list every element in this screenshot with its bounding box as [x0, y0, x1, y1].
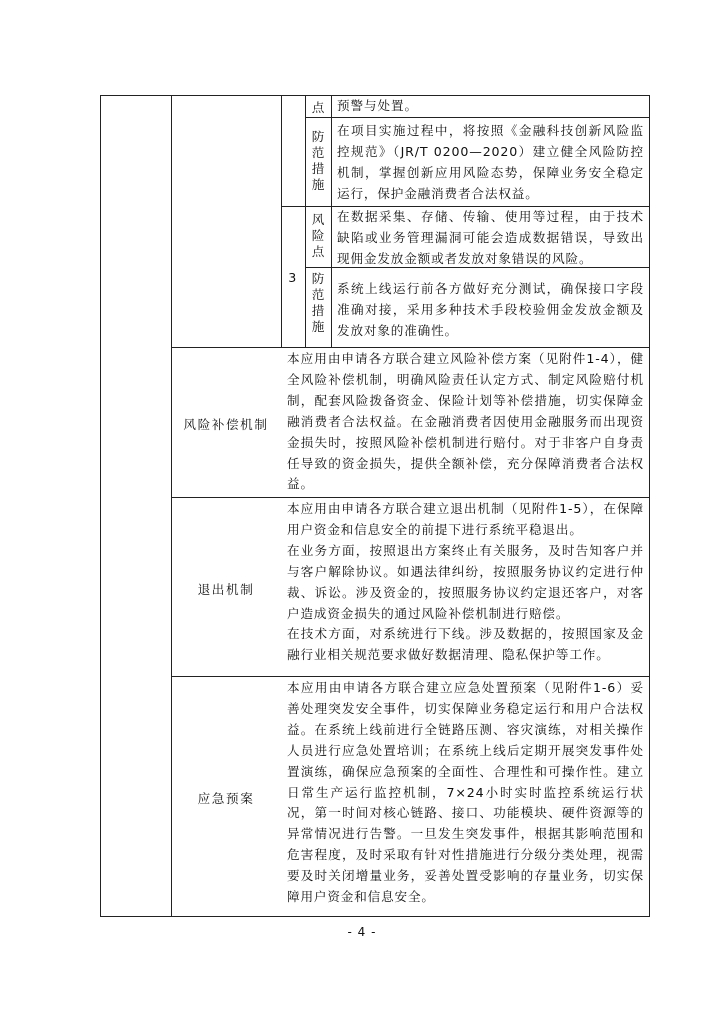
section-text-risk-compensation: 本应用由申请各方联合建立风险补偿方案（见附件1-4），健全风险补偿机制，明确风险责任认定方式、制定风险赔付机制，配套风险拨备资金、保险计划等补偿措施，切实保障金融消费者合法权益。在金融消费者因使用金融服务而出现资金损失时，按照风险补偿机制进行赔付。对于非客户自身责任导致的资金损失，提供全额补偿，充分保障消费者合法权益。	[287, 351, 644, 492]
section-label-emergency-plan: 应急预案	[197, 791, 255, 806]
row-divider-1	[305, 117, 650, 118]
section-divider-3	[171, 676, 650, 677]
measure-label: 防 范 措 施	[311, 129, 325, 192]
measure-text: 在项目实施过程中，将按照《金融科技创新风险监控规范》（JR/T 0200—2020）建立健全风险防控机制，掌握创新应用风险态势，保障业务安全稳定运行，保护金融消费者合法权益。	[337, 123, 644, 201]
risk-item-number: 3	[288, 270, 298, 285]
measure-text: 系统上线运行前各方做好充分测试，确保接口字段准确对接，采用多种技术手段校验佣金发放金额及发放对象的准确性。	[337, 281, 644, 338]
risk-point-label: 风 险 点	[311, 212, 325, 259]
table-border-right	[649, 95, 650, 917]
section-divider-1	[171, 347, 650, 348]
table-border-left	[100, 95, 101, 917]
measure-label: 防 范 措 施	[311, 271, 325, 334]
section-divider-2	[171, 497, 650, 498]
risk-point-text: 在数据采集、存储、传输、使用等过程，由于技术缺陷或业务管理漏洞可能会造成数据错误，导致出现佣金发放金额或者发放对象错误的风险。	[337, 209, 644, 266]
section-label-risk-compensation: 风险补偿机制	[183, 417, 269, 432]
section-text-emergency-plan: 本应用由申请各方联合建立应急处置预案（见附件1-6）妥善处理突发安全事件，切实保障业务稳定运行和用户合法权益。在系统上线前进行全链路压测、容灾演练，对相关操作人员进行应急处置培训；在系统上线后定期开展突发事件处置演练，确保应急预案的全面性、合理性和可操作性。建立日常生产运行监控机制，7×24小时实时监控系统运行状况，第一时间对核心链路、接口、功能模块、硬件资源等的异常情况进行告警。一旦发生突发事件，根据其影响范围和危害程度，及时采取有针对性措施进行分级分类处理，视需要及时关闭增量业务，妥善处置受影响的存量业务，切实保障用户资金和信息安全。	[287, 680, 644, 905]
column-divider-section	[281, 95, 282, 347]
column-divider-label	[331, 95, 332, 347]
risk-point-text: 预警与处置。	[337, 98, 418, 113]
section-label-exit-mechanism: 退出机制	[197, 582, 255, 597]
section-text-exit-mechanism: 本应用由申请各方联合建立退出机制（见附件1-5），在保障用户资金和信息安全的前提下进行系统平稳退出。 在业务方面，按照退出方案终止有关服务，及时告知客户并与客户解除协议。如遇法律纠纷，按照服务协议约定进行仲裁、诉讼。涉及资金的，按照服务协议约定退还客户，对客户造成资金损失的通过风险补偿机制进行赔偿。 在技术方面，对系统进行下线。涉及数据的，按照国家及金融行业相关规范要求做好数据清理、隐私保护等工作。	[287, 501, 644, 663]
table-border-bottom	[100, 916, 650, 917]
risk-point-label-tail: 点	[311, 100, 325, 115]
page-number: - 4 -	[347, 925, 377, 939]
